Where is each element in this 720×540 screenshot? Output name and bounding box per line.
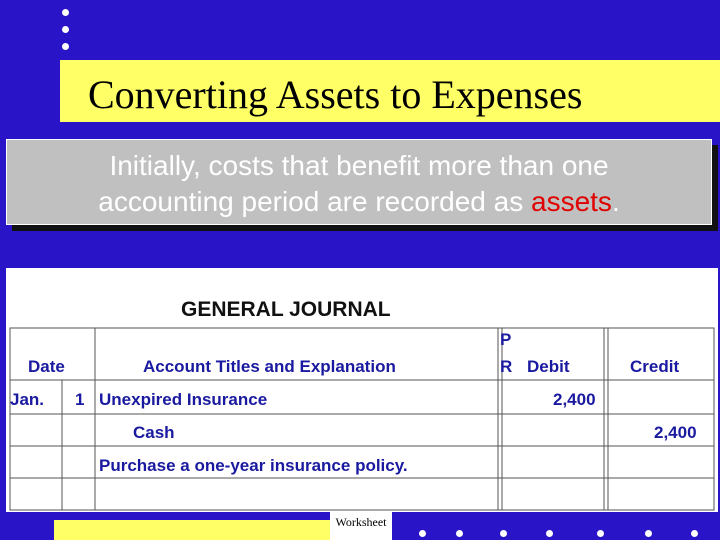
callout-line-1: Initially, costs that benefit more than one bbox=[109, 150, 609, 181]
bullet-dot bbox=[62, 26, 69, 33]
header-pr-bottom: R bbox=[500, 357, 513, 376]
header-account: Account Titles and Explanation bbox=[143, 357, 396, 376]
row-2-account: Cash bbox=[133, 423, 175, 442]
callout-box bbox=[6, 139, 712, 225]
bullet-dot bbox=[419, 530, 426, 537]
bullet-dot bbox=[456, 530, 463, 537]
header-pr-top: P bbox=[500, 330, 512, 349]
callout-highlight: assets bbox=[531, 186, 612, 217]
header-debit: Debit bbox=[527, 357, 570, 376]
callout-suffix: . bbox=[611, 186, 620, 217]
bullet-dot bbox=[500, 530, 507, 537]
bullet-dot bbox=[597, 530, 604, 537]
journal-title: GENERAL JOURNAL bbox=[181, 298, 391, 321]
footer-band bbox=[54, 520, 330, 540]
row-1-month: Jan. bbox=[10, 390, 45, 409]
bullet-dot bbox=[546, 530, 553, 537]
header-date: Date bbox=[28, 357, 65, 376]
row-1-account: Unexpired Insurance bbox=[99, 390, 268, 409]
general-journal bbox=[6, 268, 718, 512]
worksheet-link[interactable]: Worksheet bbox=[330, 512, 392, 540]
callout-line-2-text: accounting period are recorded as bbox=[98, 186, 531, 217]
row-1-day: 1 bbox=[75, 390, 85, 409]
bullet-dot bbox=[62, 9, 69, 16]
row-2-credit: 2,400 bbox=[654, 423, 697, 442]
callout-line-2 bbox=[7, 184, 711, 220]
bullet-dot bbox=[62, 43, 69, 50]
bullet-dot bbox=[645, 530, 652, 537]
bullet-dot bbox=[691, 530, 698, 537]
row-1-debit: 2,400 bbox=[553, 390, 596, 409]
slide-title: Converting Assets to Expenses bbox=[88, 72, 583, 117]
header-credit: Credit bbox=[630, 357, 680, 376]
row-3-explanation: Purchase a one-year insurance policy. bbox=[99, 456, 408, 475]
